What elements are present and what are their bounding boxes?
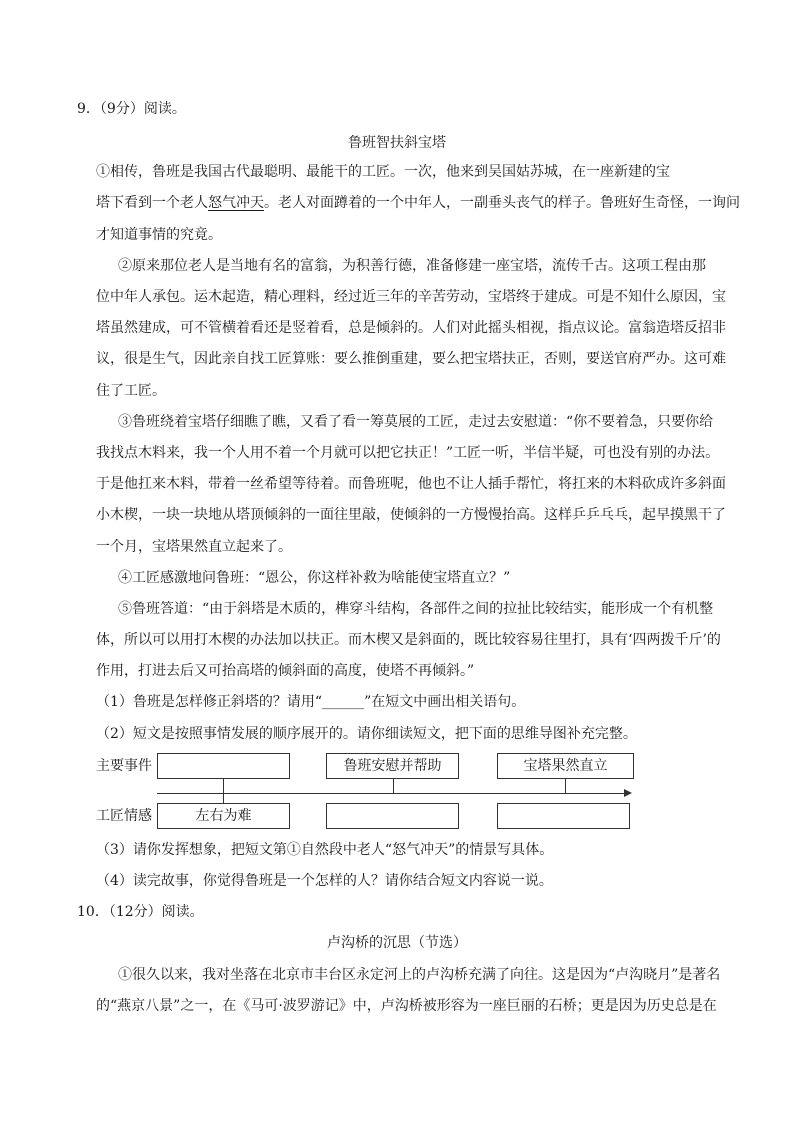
q9-p5-line3: 作用，打进去后又可抬高塔的倾斜面的高度，使塔不再倾斜。” [96,663,475,679]
event-box-2: 鲁班安慰并帮助 [326,753,459,779]
q9-title: 鲁班智扶斜宝塔 [348,135,446,151]
q9-p3-line5: 一个月，宝塔果然直立起来了。 [96,539,292,555]
q9-p5-line1: ⑤鲁班答道：“由于斜塔是木质的，榫穿斗结构，各部件之间的拉扯比较结实，能形成一个有机整 [118,601,714,617]
q10-p1-line1: ①很久以来，我对坐落在北京市丰台区永定河上的卢沟桥充满了向往。这是因为“卢沟晓月”是著名 [118,967,721,983]
q9-p4-line1: ④工匠感激地问鲁班：“恩公，你这样补救为啥能使宝塔直立？” [118,570,511,586]
q9-header: 9．（9分）阅读。 [77,101,186,117]
arrow-right-icon [624,789,632,797]
q9-p1-line2-pre: 塔下看到一个老人 [96,195,208,211]
main-events-label: 主要事件 [96,758,152,774]
emotion-box-1: 左右为难 [157,803,290,829]
q9-p1-line2 [96,193,740,213]
angry-phrase: 怒气冲天 [208,195,264,211]
q9-p5-line2: 体，所以可以用打木楔的办法加以扶正。而木楔又是斜面的，既比较容易往里打，具有‘四两拨千斤’的 [96,632,721,648]
emotion-box-2[interactable] [326,803,459,829]
q9-p3-line2: 我找点木料来，我一个人用不着一个月就可以把它扶正！”工匠一听，半信半疑，可也没有别的办法。 [96,445,720,461]
event-box-3: 宝塔果然直立 [497,753,634,779]
q9-p2-line3: 塔虽然建成，可不管横着看还是竖着看，总是倾斜的。人们对此摇头相视，指点议论。富翁造塔反招非 [96,320,726,336]
event-box-1[interactable] [157,753,290,779]
connector-2 [393,779,394,793]
q9-p1-line3: 才知道事情的究竟。 [96,227,222,243]
q9-p2-line1: ②原来那位老人是当地有名的富翁，为积善行德，准备修建一座宝塔，流传千古。这项工程由那 [118,258,706,274]
emotion-box-3[interactable] [497,803,630,829]
q9-p3-line1: ③鲁班绕着宝塔仔细瞧了瞧，又看了看一筹莫展的工匠，走过去安慰道：“你不要着急，只要你给 [118,414,714,430]
q9-question-3: （3）请你发挥想象，把短文第①自然段中老人“怒气冲天”的情景写具体。 [96,842,554,858]
q10-p1-line2: 的“燕京八景”之一，在《马可·波罗游记》中，卢沟桥被形容为一座巨丽的石桥；更是因为历史总是在 [96,998,717,1014]
q9-question-4: （4）读完故事，你觉得鲁班是一个怎样的人？请你结合短文内容说一说。 [96,873,553,889]
q9-p2-line5: 住了工匠。 [96,383,166,399]
q9-p2-line4: 议，很是生气，因此亲自找工匠算账：要么推倒重建，要么把宝塔扶正，否则，要送官府严办。这可难 [96,351,726,367]
q9-p1-line2-post: 。老人对面蹲着的一个中年人，一副垂头丧气的样子。鲁班好生奇怪，一询问 [264,195,740,211]
q9-p3-line3: 于是他扛来木料，带着一丝希望等待着。而鲁班呢，他也不让人插手帮忙，将扛来的木料砍成许多斜面 [96,476,726,492]
q9-question-2: （2）短文是按照事情发展的顺序展开的。请你细读短文，把下面的思维导图补充完整。 [96,726,637,742]
q9-question-1: （1）鲁班是怎样修正斜塔的？请用“______”在短文中画出相关语句。 [96,694,526,710]
connector-1 [223,779,224,804]
connector-3 [565,779,566,793]
q10-header: 10．（12分）阅读。 [77,904,204,920]
q10-title: 卢沟桥的沉思（节选） [327,935,467,951]
q9-p1-line1: ①相传，鲁班是我国古代最聪明、最能干的工匠。一次，他来到吴国姑苏城，在一座新建的宝 [96,164,670,180]
q9-p2-line2: 位中年人承包。运木起造，精心理料，经过近三年的辛苦劳动，宝塔终于建成。可是不知什么原因，宝 [96,289,726,305]
timeline-arrow-line [157,793,624,794]
q9-p3-line4: 小木楔，一块一块地从塔顶倾斜的一面往里敲，使倾斜的一方慢慢抬高。这样乒乒乓乓，起早摸黑干了 [96,507,726,523]
craftsman-emotion-label: 工匠情感 [96,808,152,824]
